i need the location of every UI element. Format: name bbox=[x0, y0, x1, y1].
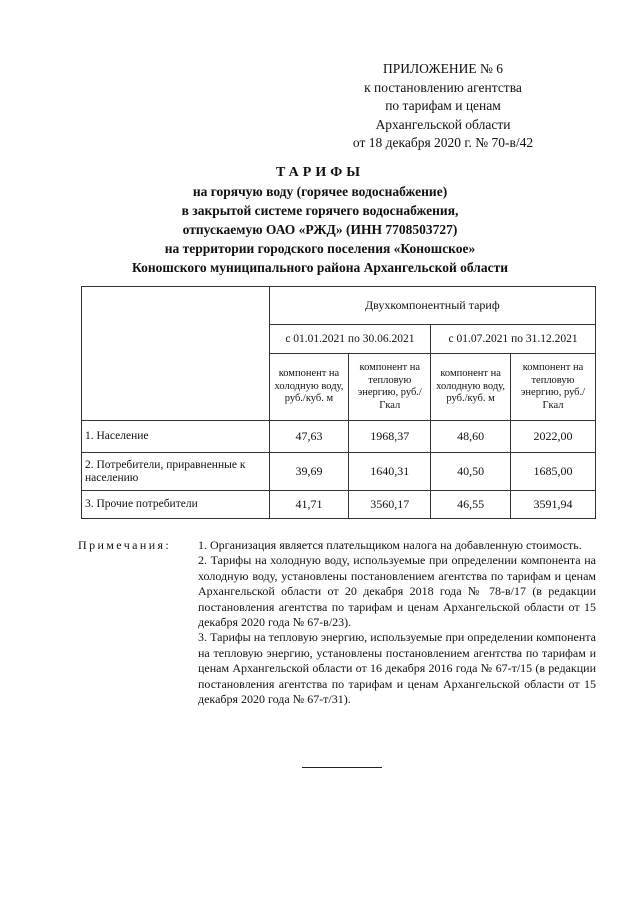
appendix-line: по тарифам и ценам bbox=[385, 98, 501, 113]
appendix-date: от 18 декабря 2020 г. № 70-в/42 bbox=[352, 135, 534, 150]
title-line: на территории городского поселения «Коношское» bbox=[164, 241, 476, 256]
notes-label: Примечания: bbox=[78, 538, 172, 552]
period-header: с 01.01.2021 по 30.06.2021 bbox=[269, 325, 431, 354]
note-item: 2. Тарифы на холодную воду, используемые при определении компонента на холодную воду, установлены постановлением агентства по тарифам и ценам Архангельской области от 20 декабря 2018 года № 78-в/17 (в редакции постановления агентства по тарифам и ценам Архангельской области от 15 декабря 2020 года № 67-в/23). bbox=[198, 553, 596, 630]
appendix-number: ПРИЛОЖЕНИЕ № 6 bbox=[382, 61, 504, 76]
tariff-value: 1640,31 bbox=[349, 453, 431, 491]
row-label: 1. Население bbox=[82, 421, 270, 453]
title-line: отпускаемую ОАО «РЖД» (ИНН 7708503727) bbox=[182, 222, 458, 237]
tariff-value: 39,69 bbox=[269, 453, 349, 491]
note-item: 3. Тарифы на тепловую энергию, используемые при определении компонента на тепловую энергию, установлены постановлением агентства по тарифам и ценам Архангельской области от 16 декабря 2016 года № 67-т/15 (в редакции постановления агентства по тарифам и ценам Архангельской области от 15 декабря 2020 года № 67-т/31). bbox=[198, 630, 596, 707]
tariff-value: 2022,00 bbox=[510, 421, 595, 453]
tariff-value: 1968,37 bbox=[349, 421, 431, 453]
document-title bbox=[0, 163, 640, 277]
title-main: ТАРИФЫ bbox=[276, 165, 364, 180]
row-label: 2. Потребители, приравненные к населению bbox=[82, 453, 270, 491]
notes-body bbox=[198, 538, 596, 707]
title-line: в закрытой системе горячего водоснабжения, bbox=[181, 203, 459, 218]
two-part-tariff-header: Двухкомпонентный тариф bbox=[269, 287, 595, 325]
component-header: компонент на холодную воду, руб./куб. м bbox=[269, 354, 349, 421]
tariff-value: 41,71 bbox=[269, 491, 349, 519]
row-label: 3. Прочие потребители bbox=[82, 491, 270, 519]
tariff-value: 48,60 bbox=[431, 421, 511, 453]
tariff-value: 47,63 bbox=[269, 421, 349, 453]
table-corner-cell bbox=[82, 287, 270, 421]
table-row bbox=[82, 491, 596, 519]
tariff-value: 46,55 bbox=[431, 491, 511, 519]
period-header: с 01.07.2021 по 31.12.2021 bbox=[431, 325, 596, 354]
tariff-table bbox=[81, 286, 596, 519]
table-row bbox=[82, 421, 596, 453]
component-header: компонент на холодную воду, руб./куб. м bbox=[431, 354, 511, 421]
appendix-line: к постановлению агентства bbox=[364, 79, 522, 95]
tariff-value: 3560,17 bbox=[349, 491, 431, 519]
closing-divider bbox=[302, 767, 382, 768]
tariff-value: 3591,94 bbox=[510, 491, 595, 519]
component-header: компонент на тепловую энергию, руб./Гкал bbox=[349, 354, 431, 421]
tariff-value: 1685,00 bbox=[510, 453, 595, 491]
table-row bbox=[82, 453, 596, 491]
note-item: 1. Организация является плательщиком налога на добавленную стоимость. bbox=[198, 538, 582, 552]
tariff-value: 40,50 bbox=[431, 453, 511, 491]
appendix-line: Архангельской области bbox=[375, 116, 511, 132]
title-line: на горячую воду (горячее водоснабжение) bbox=[192, 184, 448, 199]
title-line: Коношского муниципального района Архангельской области bbox=[131, 260, 508, 275]
appendix-header bbox=[323, 60, 563, 153]
component-header: компонент на тепловую энергию, руб./Гкал bbox=[510, 354, 595, 421]
